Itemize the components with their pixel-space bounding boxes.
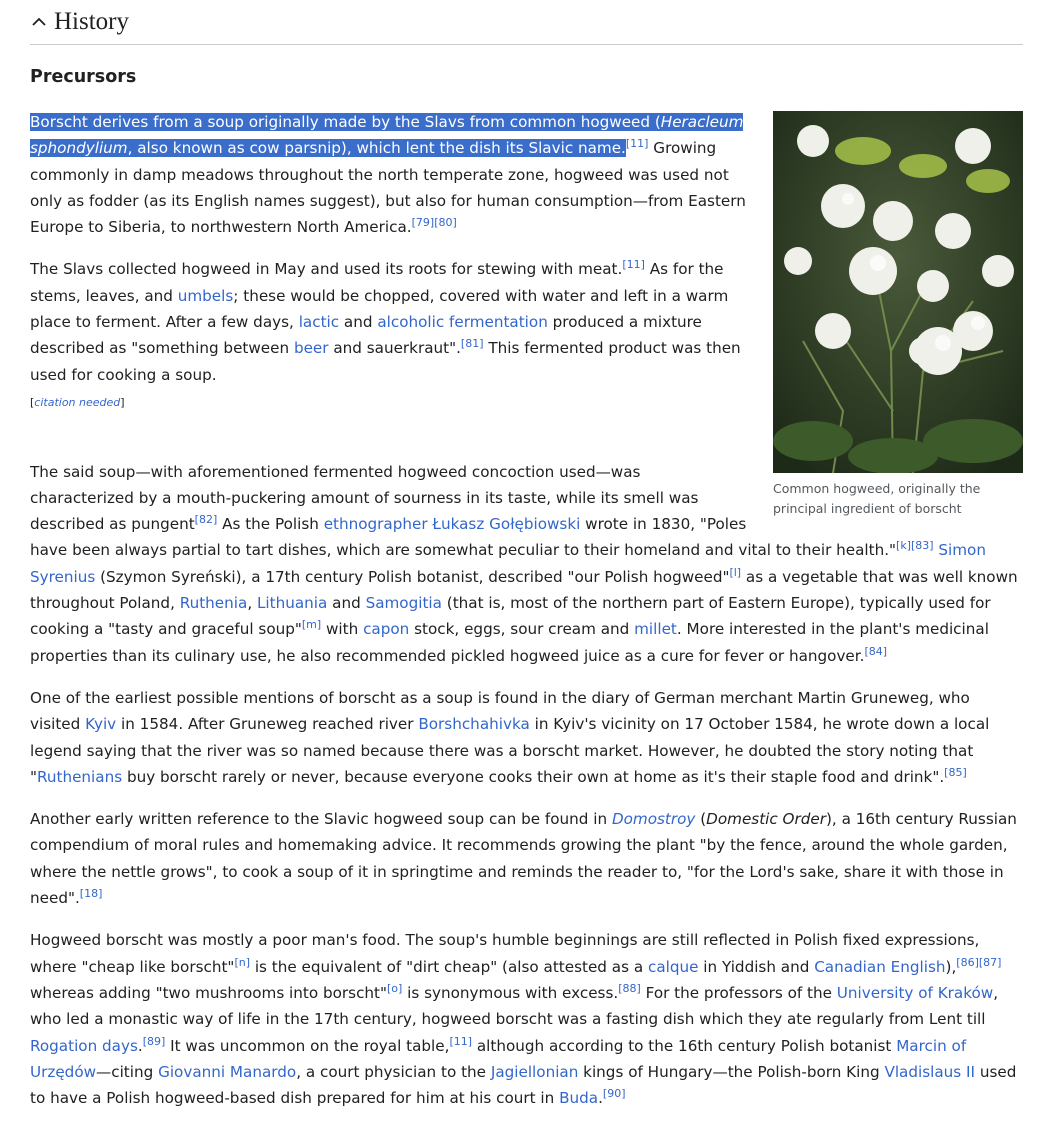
link-beer[interactable]: beer (293, 339, 329, 358)
link-lactic[interactable]: lactic (298, 313, 340, 332)
link-jagiellonian[interactable]: Jagiellonian (490, 1062, 579, 1081)
reference-link[interactable]: [84] (864, 644, 888, 658)
reference-link[interactable]: [83] (910, 539, 934, 553)
paragraph-1: Borscht derives from a soup originally made by the Slavs from common hogweed (Heracleum sphondylium, also known as cow parsnip), which lent the dish its Slavic name.[11] Growing commonly in damp meadows throughout the north temperate zone, hogweed was used not only as fodder (as its English names suggest), but also for human consumption—from Eastern Europe to Siberia, to northwestern North America.[79][80] (30, 113, 746, 237)
reference-link[interactable]: [18] (79, 886, 103, 900)
link-borshchahivka[interactable]: Borshchahivka (418, 715, 530, 734)
paragraph-2: The Slavs collected hogweed in May and used its roots for stewing with meat.[11] As for the stems, leaves, and umbels; these would be chopped, covered with water and left in a warm place to ferment. After a few days, lactic and alcoholic fermentation produced a mixture described as "something between beer and sauerkraut".[81] This fermented product was then used for cooking a soup. [citation needed] (30, 258, 741, 409)
reference-link[interactable]: [81] (460, 337, 484, 351)
link-buda[interactable]: Buda (559, 1089, 599, 1108)
reference-link[interactable]: [m] (301, 618, 322, 632)
reference-link[interactable]: [86] (956, 955, 979, 969)
reference-link[interactable]: [88] (618, 981, 641, 995)
link-vladislaus-ii[interactable]: Vladislaus II (884, 1062, 975, 1081)
citation-needed[interactable]: [citation needed] (30, 395, 125, 409)
link-umbels[interactable]: umbels (177, 286, 234, 305)
link-lithuania[interactable]: Lithuania (256, 594, 328, 613)
link-lukasz-golebiowski[interactable]: Łukasz Gołębiowski (432, 515, 581, 534)
reference-link[interactable]: [85] (944, 765, 967, 779)
link-university-of-krakow[interactable]: University of Kraków (836, 983, 994, 1002)
reference-link[interactable]: [11] (625, 137, 649, 151)
link-kyiv[interactable]: Kyiv (85, 715, 117, 734)
link-calque[interactable]: calque (647, 957, 699, 976)
section-title: History (54, 8, 129, 35)
link-rogation-days[interactable]: Rogation days (30, 1036, 138, 1055)
chevron-up-icon[interactable] (30, 12, 50, 32)
reference-link[interactable]: [o] (387, 981, 403, 995)
reference-link[interactable]: [80] (434, 216, 457, 230)
reference-link[interactable]: [k] (896, 539, 911, 553)
reference-link[interactable]: [11] (622, 258, 645, 272)
link-millet[interactable]: millet (634, 620, 677, 639)
reference-link[interactable]: [87] (978, 955, 1002, 969)
link-ethnographer[interactable]: ethnographer (323, 515, 428, 534)
link-canadian-english[interactable]: Canadian English (814, 957, 946, 976)
article-body (30, 109, 1023, 1127)
reference-link[interactable]: [90] (602, 1087, 626, 1101)
link-marcin-of-urzedow[interactable]: Marcin of Urzędów (30, 1036, 967, 1081)
paragraph-4: One of the earliest possible mentions of borscht as a soup is found in the diary of German merchant Martin Gruneweg, who visited Kyiv in 1584. After Gruneweg reached river Borshchahivka in Kyiv's vicinity on 17 October 1584, he wrote down a local legend saying that the river was so named because there was a borscht market. However, he doubted the story noting that "Ruthenians buy borscht rarely or never, because everyone cooks their own at home as it's their staple food and drink".[85] (30, 688, 990, 786)
figure-hogweed (773, 111, 1023, 519)
subheading-precursors: Precursors (30, 67, 137, 87)
reference-link[interactable]: [89] (142, 1034, 166, 1048)
figure-caption: Common hogweed, originally the principal ingredient of borscht (773, 481, 981, 516)
section-header-history[interactable] (30, 0, 1023, 45)
link-simon-syrenius[interactable]: Simon Syrenius (30, 541, 986, 586)
link-domostroy[interactable]: Domostroy (611, 810, 696, 829)
hogweed-photo[interactable] (773, 111, 1023, 473)
paragraph-3: The said soup—with aforementioned fermented hogweed concoction used—was characterized by a mouth-puckering amount of sourness in its taste, while its smell was described as pungent[82] As the Polish ethnographer Łukasz Gołębiowski wrote in 1830, "Poles have been always partial to tart dishes, which are somewhat peculiar to their homeland and vital to their health."[k][83] Simon Syrenius (Szymon Syreński), a 17th century Polish botanist, described "our Polish hogweed"[l] as a vegetable that was well known throughout Poland, Ruthenia, Lithuania and Samogitia (that is, most of the northern part of Eastern Europe), typically used for cooking a "tasty and graceful soup"[m] with capon stock, eggs, sour cream and millet. More interested in the plant's medicinal properties than its culinary use, he also recommended pickled hogweed juice as a cure for fever or hangover.[84] (30, 462, 1018, 665)
paragraph-5: Another early written reference to the Slavic hogweed soup can be found in Domostroy (Domestic Order), a 16th century Russian compendium of moral rules and homemaking advice. It recommends growing the plant "by the fence, around the whole garden, where the nettle grows", to cook a soup of it in springtime and reminds the reader to, "for the Lord's sake, share it with those in need".[18] (30, 810, 1017, 908)
reference-link[interactable]: [82] (194, 513, 218, 527)
link-ruthenians[interactable]: Ruthenians (37, 767, 123, 786)
link-giovanni-manardo[interactable]: Giovanni Manardo (158, 1062, 297, 1081)
reference-link[interactable]: [79] (411, 216, 435, 230)
link-ruthenia[interactable]: Ruthenia (179, 594, 248, 613)
reference-link[interactable]: [l] (729, 565, 742, 579)
paragraph-6: Hogweed borscht was mostly a poor man's food. The soup's humble beginnings are still reflected in Polish fixed expressions, where "cheap like borscht"[n] is the equivalent of "dirt cheap" (also attested as a calque in Yiddish and Canadian English),[86][87] whereas adding "two mushrooms into borscht"[o] is synonymous with excess.[88] For the professors of the University of Kraków, who led a monastic way of life in the 17th century, hogweed borscht was a fasting dish which they ate regularly from Lent till Rogation days.[89] It was uncommon on the royal table,[11] although according to the 16th century Polish botanist Marcin of Urzędów—citing Giovanni Manardo, a court physician to the Jagiellonian kings of Hungary—the Polish-born King Vladislaus II used to have a Polish hogweed-based dish prepared for him at his court in Buda.[90] (30, 931, 1017, 1108)
reference-link[interactable]: [n] (234, 955, 250, 969)
link-capon[interactable]: capon (363, 620, 410, 639)
link-alcoholic-fermentation[interactable]: alcoholic fermentation (377, 313, 548, 332)
selected-text[interactable]: Borscht derives from a soup originally made by the Slavs from common hogweed (Heracleum sphondylium, also known as cow parsnip), which lent the dish its Slavic name. (30, 113, 744, 158)
reference-link[interactable]: [11] (449, 1034, 473, 1048)
link-samogitia[interactable]: Samogitia (365, 594, 442, 613)
